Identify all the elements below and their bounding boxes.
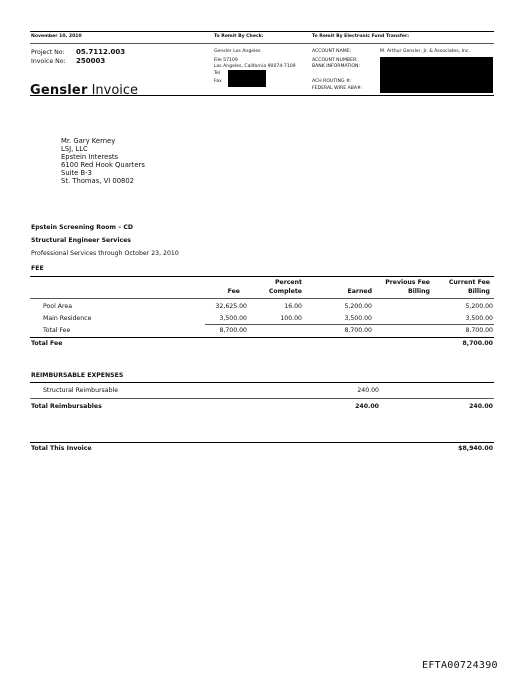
- total-fee-value: 8,700.00: [462, 340, 493, 347]
- invoice-total-label: Total This Invoice: [31, 445, 92, 452]
- reimbursable-item-value: 240.00: [357, 387, 379, 394]
- fee-total-rule: [30, 337, 494, 338]
- fee-row-2-label: Main Residence: [43, 315, 92, 322]
- eft-account-name-value: M. Arthur Gensler, Jr. & Associates, Inc.: [380, 49, 470, 54]
- col-current-header-1: Current Fee: [448, 279, 490, 286]
- addressee-line-1: Mr. Gary Kerney: [61, 137, 116, 145]
- remit-check-heading: To Remit By Check:: [214, 34, 264, 39]
- col-current-header-2: Billing: [467, 288, 490, 295]
- addressee-line-4: 6100 Red Hook Quarters: [61, 161, 145, 169]
- fee-row-1-earned: 5,200.00: [344, 303, 372, 310]
- fee-row-3-earned: 8,700.00: [344, 327, 372, 334]
- col-percent-header-2: Complete: [268, 288, 302, 295]
- fee-row-1-percent: 16.00: [284, 303, 302, 310]
- total-reimbursables-current: 240.00: [469, 403, 493, 410]
- fee-row-2-earned: 3,500.00: [344, 315, 372, 322]
- col-earned-header: Earned: [347, 288, 372, 295]
- fee-top-rule: [30, 276, 494, 277]
- header-top-rule: [30, 31, 494, 32]
- total-reimbursables-earned: 240.00: [355, 403, 379, 410]
- fee-row-2-fee: 3,500.00: [219, 315, 247, 322]
- service-name: Structural Engineer Services: [31, 237, 131, 244]
- col-fee-header: Fee: [227, 288, 240, 295]
- service-period: Professional Services through October 23, 2010: [31, 250, 179, 257]
- invoice-date: November 10, 2010: [31, 34, 82, 39]
- eft-federal-wire-label: FEDERAL WIRE ABA#:: [312, 86, 363, 91]
- col-previous-header-1: Previous Fee: [385, 279, 430, 286]
- eft-account-name-label: ACCOUNT NAME:: [312, 49, 352, 54]
- redaction-tel-fax: [228, 70, 266, 87]
- document-id: EFTA00724390: [422, 660, 498, 671]
- invoice-total-value: $8,940.00: [458, 445, 493, 452]
- check-tel-label: Tel: [214, 71, 221, 76]
- fee-row-3-label: Total Fee: [43, 327, 71, 334]
- addressee-line-5: Suite B-3: [61, 169, 92, 177]
- eft-account-number-label: ACCOUNT NUMBER:: [312, 58, 358, 63]
- check-line-1: Gensler Los Angeles: [214, 49, 261, 54]
- reimbursables-total-rule: [30, 398, 494, 399]
- fee-row-1-fee: 32,625.00: [215, 303, 247, 310]
- addressee-line-3: Epstein Interests: [61, 153, 119, 161]
- header-bottom-rule: [30, 95, 494, 96]
- check-line-2: File 57109: [214, 58, 238, 63]
- doc-title: Invoice: [91, 83, 139, 98]
- fee-row-2-current: 3,500.00: [465, 315, 493, 322]
- project-no-label: Project No:: [31, 49, 65, 56]
- fee-row-1-current: 5,200.00: [465, 303, 493, 310]
- fee-row-1-label: Pool Area: [43, 303, 73, 310]
- total-fee-label: Total Fee: [31, 340, 63, 347]
- eft-ach-routing-label: ACH ROUTING #:: [312, 79, 352, 84]
- eft-bank-info-label: BANK INFORMATION:: [312, 64, 360, 69]
- fee-row-3-current: 8,700.00: [465, 327, 493, 334]
- reimbursables-title: REIMBURSABLE EXPENSES: [31, 372, 124, 379]
- fee-row-3-fee: 8,700.00: [219, 327, 247, 334]
- fee-header-rule: [30, 298, 494, 299]
- check-fax-label: Fax: [214, 79, 222, 84]
- remit-eft-heading: To Remit By Electronic Fund Transfer:: [312, 34, 410, 39]
- project-no: 05.7112.003: [76, 48, 126, 56]
- redaction-bank-details: [380, 57, 493, 93]
- fee-subtotal-rule: [205, 324, 494, 325]
- addressee-line-2: LSJ, LLC: [61, 145, 88, 153]
- project-name: Epstein Screening Room – CD: [31, 224, 134, 231]
- invoice-no-label: Invoice No:: [31, 58, 66, 65]
- invoice-no: 250003: [76, 57, 106, 65]
- fee-section-title: FEE: [31, 265, 44, 272]
- col-previous-header-2: Billing: [407, 288, 430, 295]
- fee-row-2-percent: 100.00: [280, 315, 302, 322]
- total-reimbursables-label: Total Reimbursables: [31, 403, 102, 410]
- reimbursable-item-label: Structural Reimbursable: [43, 387, 119, 394]
- reimbursables-top-rule: [30, 382, 494, 383]
- invoice-total-rule: [30, 442, 494, 443]
- brand-logo: Gensler: [30, 83, 88, 98]
- header-sub-rule: [30, 43, 494, 44]
- col-percent-header-1: Percent: [274, 279, 302, 286]
- addressee-line-6: St. Thomas, VI 00802: [61, 177, 135, 185]
- check-line-3: Los Angeles, California 90074-7109: [214, 64, 296, 69]
